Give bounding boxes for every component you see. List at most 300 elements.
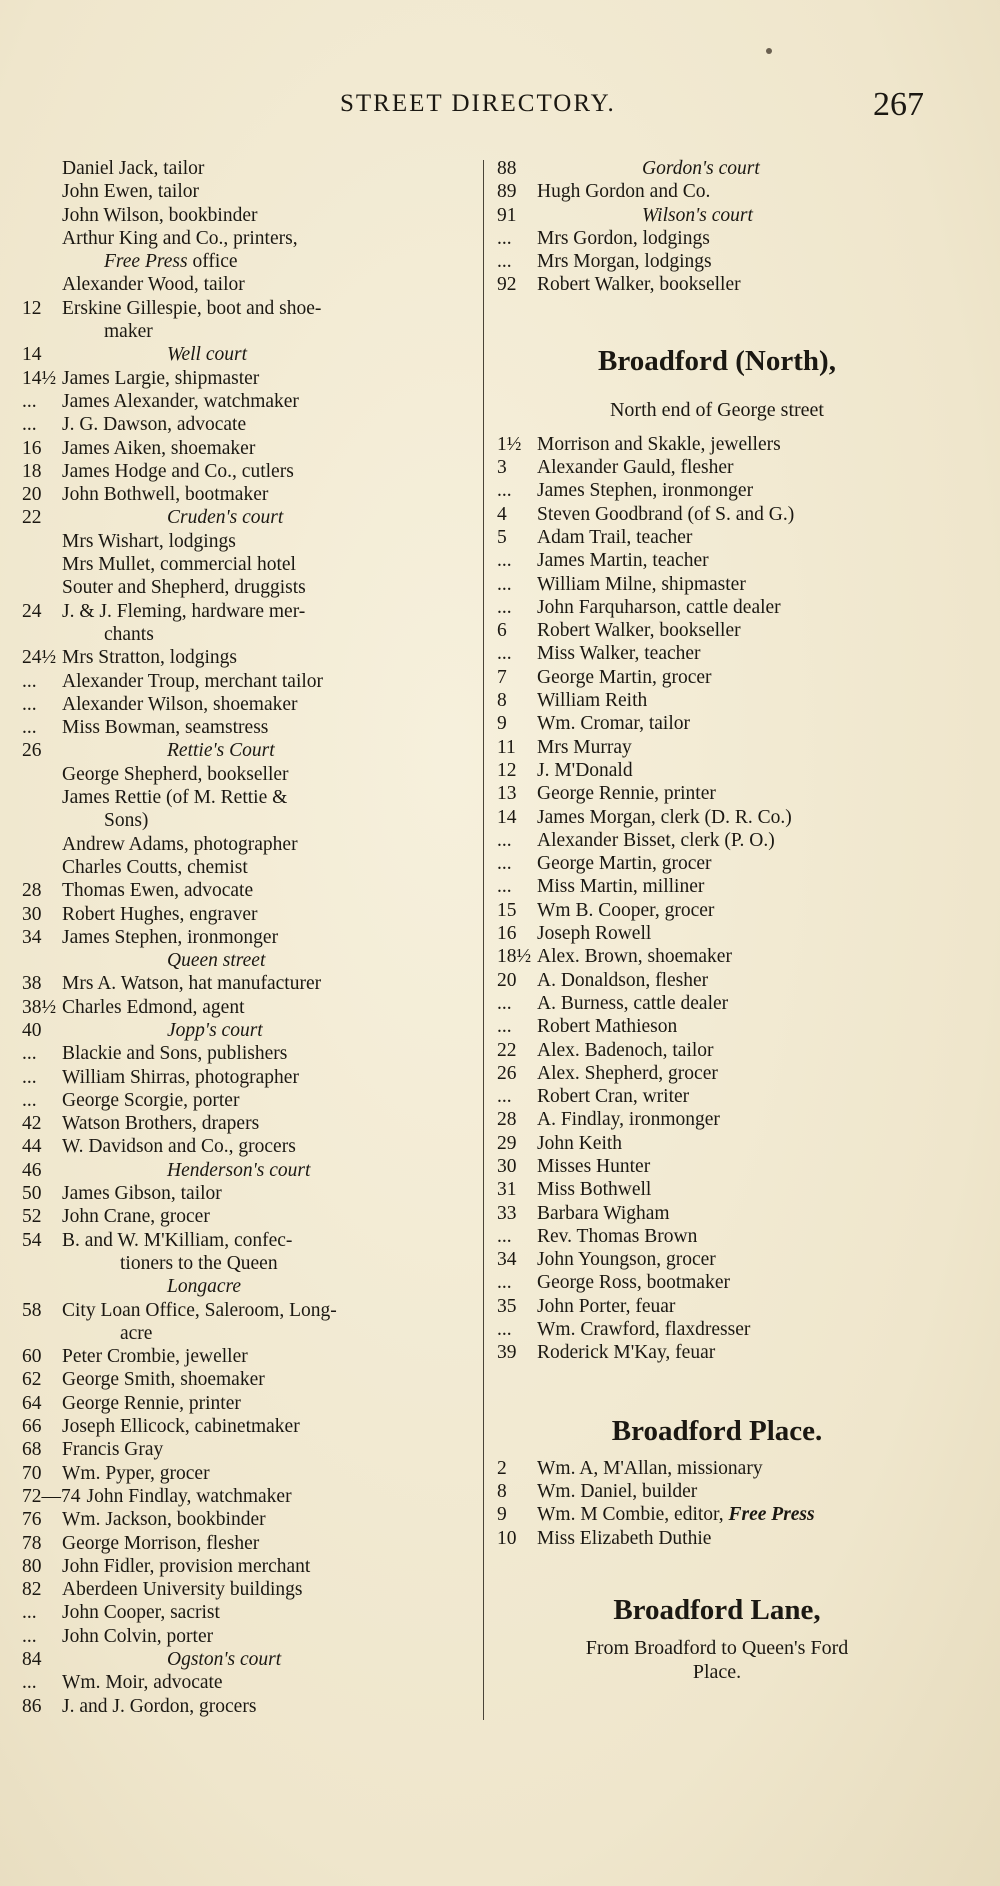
- entry-text: John Fidler, provision merchant: [62, 1555, 311, 1577]
- directory-entry: [497, 782, 937, 805]
- entry-text: James Stephen, ironmonger: [62, 926, 279, 948]
- entry-text: Roderick M'Kay, feuar: [537, 1342, 716, 1364]
- entry-text: Alex. Shepherd, grocer: [537, 1062, 718, 1084]
- directory-entry: [22, 1532, 462, 1555]
- entry-number: 15: [497, 899, 517, 921]
- entry-number: 89: [497, 181, 517, 203]
- directory-entry: [22, 1112, 462, 1135]
- entry-number: 46: [22, 1159, 42, 1181]
- entry-continuation: [22, 809, 462, 832]
- column-divider: [483, 160, 484, 1720]
- court-name: Wilson's court: [642, 204, 753, 226]
- entry-number: ...: [22, 1089, 37, 1111]
- entry-text: Wm. M Combie, editor,: [537, 1504, 724, 1526]
- court-name: Cruden's court: [167, 507, 284, 529]
- entry-text: William Reith: [537, 690, 648, 712]
- entry-number: 10: [497, 1527, 517, 1549]
- entry-text: Joseph Rowell: [537, 923, 652, 945]
- directory-entry: [22, 553, 462, 576]
- entry-text: John Youngson, grocer: [537, 1249, 716, 1271]
- entry-number: ...: [497, 573, 512, 595]
- entry-number: ...: [497, 1016, 512, 1038]
- directory-entry: [22, 646, 462, 669]
- entry-number: 7: [497, 666, 507, 688]
- entry-number: 31: [497, 1179, 517, 1201]
- directory-entry: [22, 460, 462, 483]
- paper-speck: [766, 48, 772, 54]
- entry-number: 44: [22, 1136, 42, 1158]
- directory-entry: [22, 1392, 462, 1415]
- directory-entry: [22, 157, 462, 180]
- directory-entry: [22, 1508, 462, 1531]
- court-name: Longacre: [167, 1276, 242, 1298]
- entry-text: J. & J. Fleming, hardware mer-: [62, 600, 306, 622]
- entry-number: ...: [497, 1225, 512, 1247]
- entry-number: 14: [22, 344, 42, 366]
- entry-text: James Stephen, ironmonger: [537, 480, 754, 502]
- entry-number: 88: [497, 158, 517, 179]
- entry-number: 91: [497, 204, 517, 226]
- entry-text: W. Davidson and Co., grocers: [62, 1136, 296, 1158]
- entry-number: ...: [497, 829, 512, 851]
- continued-entries: [497, 157, 937, 297]
- entry-number: 1½: [497, 433, 522, 455]
- court-name: Well court: [167, 344, 247, 366]
- entry-number: ...: [497, 1319, 512, 1341]
- entry-text: James Hodge and Co., cutlers: [62, 460, 294, 482]
- entry-text: Charles Edmond, agent: [62, 996, 245, 1018]
- directory-entry: [497, 1178, 937, 1201]
- entry-number: 16: [22, 437, 42, 459]
- directory-entry: [497, 1248, 937, 1271]
- directory-entry: [497, 573, 937, 596]
- directory-entry: [497, 1480, 937, 1503]
- entry-number: 24: [22, 600, 42, 622]
- entry-continuation: [22, 1252, 462, 1275]
- entry-text: Miss Bowman, seamstress: [62, 717, 269, 739]
- entry-number: 5: [497, 526, 507, 548]
- directory-entry: [497, 666, 937, 689]
- directory-entry: [22, 1438, 462, 1461]
- entry-text: Adam Trail, teacher: [537, 526, 693, 548]
- entry-text: George Morrison, flesher: [62, 1532, 260, 1554]
- court-heading: [22, 506, 462, 529]
- entry-text: John Cooper, sacrist: [62, 1602, 220, 1624]
- entry-text: City Loan Office, Saleroom, Long-: [62, 1299, 337, 1321]
- page-number: 267: [873, 86, 924, 123]
- section-title-broadford-lane: Broadford Lane,: [613, 1593, 821, 1626]
- entry-text: Souter and Shepherd, druggists: [62, 577, 306, 599]
- entry-text: chants: [104, 623, 154, 645]
- entry-text: Mrs A. Watson, hat manufacturer: [62, 973, 322, 995]
- entry-number: ...: [497, 643, 512, 665]
- entry-number: ...: [22, 693, 37, 715]
- entry-number: 13: [497, 783, 517, 805]
- entry-number: 66: [22, 1416, 42, 1438]
- entry-text: J. M'Donald: [537, 759, 633, 781]
- section-subtitle-broadford-north: North end of George street: [609, 398, 824, 421]
- directory-entry: [22, 786, 462, 809]
- entry-text: Sons): [104, 810, 149, 832]
- entry-number: 34: [22, 926, 42, 948]
- directory-entry: [22, 903, 462, 926]
- directory-entry: [22, 856, 462, 879]
- directory-entry: [22, 367, 462, 390]
- entry-number: 14½: [22, 367, 57, 389]
- entry-number: ...: [497, 1086, 512, 1108]
- entry-text: Wm. Jackson, bookbinder: [62, 1509, 266, 1531]
- entry-number: ...: [22, 390, 37, 412]
- directory-entry: [497, 433, 937, 456]
- entry-text: A. Donaldson, flesher: [537, 969, 709, 991]
- directory-entry: [497, 1527, 937, 1550]
- directory-entry: [497, 1085, 937, 1108]
- broadford-lane-description-2: Place.: [692, 1660, 742, 1683]
- entry-number: 12: [22, 297, 42, 319]
- entry-number: ...: [22, 1602, 37, 1624]
- court-heading: [22, 1159, 462, 1182]
- entry-number: 30: [497, 1155, 517, 1177]
- entry-text: Charles Coutts, chemist: [62, 856, 248, 878]
- entry-text: Alexander Bisset, clerk (P. O.): [537, 829, 775, 851]
- directory-entry: [22, 483, 462, 506]
- entry-text: Mrs Morgan, lodgings: [537, 251, 712, 273]
- entry-text: [104, 251, 238, 272]
- entry-number: 20: [497, 969, 517, 991]
- entry-text: Rev. Thomas Brown: [537, 1225, 698, 1247]
- entry-text: Peter Crombie, jeweller: [62, 1346, 248, 1368]
- newspaper-name: Free Press: [104, 251, 188, 273]
- directory-entry: [22, 670, 462, 693]
- entry-number: 60: [22, 1346, 42, 1368]
- entry-text: Robert Cran, writer: [537, 1086, 690, 1108]
- entry-text: maker: [104, 321, 153, 343]
- court-name: Rettie's Court: [167, 740, 275, 762]
- directory-entry: [22, 1066, 462, 1089]
- right-column: [497, 157, 937, 1684]
- entry-text: Barbara Wigham: [537, 1202, 670, 1224]
- entry-number: ...: [22, 1672, 37, 1694]
- entry-text: George Martin, grocer: [537, 853, 712, 875]
- entry-text: John Farquharson, cattle dealer: [537, 596, 781, 618]
- directory-entry: [497, 503, 937, 526]
- directory-entry: [497, 712, 937, 735]
- entry-text: Alexander Gauld, flesher: [537, 457, 734, 479]
- entry-text: Miss Martin, milliner: [537, 876, 705, 898]
- entry-text: A. Findlay, ironmonger: [537, 1109, 720, 1131]
- entry-text: Wm. A, M'Allan, missionary: [537, 1457, 763, 1479]
- court-name: Henderson's court: [167, 1159, 311, 1181]
- directory-entry: [22, 1555, 462, 1578]
- directory-entry: [22, 576, 462, 599]
- entry-number: 52: [22, 1206, 42, 1228]
- entry-text: Wm. Crawford, flaxdresser: [537, 1319, 751, 1341]
- entry-number: 84: [22, 1649, 42, 1670]
- left-column: [22, 157, 462, 1718]
- directory-entry: [22, 227, 462, 250]
- directory-entry: [497, 1295, 937, 1318]
- entry-number: 14: [497, 806, 517, 828]
- entry-text: George Martin, grocer: [537, 666, 712, 688]
- entry-text: Aberdeen University buildings: [62, 1579, 303, 1601]
- court-name: Queen street: [167, 950, 266, 972]
- entry-number: 86: [22, 1695, 42, 1717]
- court-heading: [22, 739, 462, 762]
- entry-text: George Shepherd, bookseller: [62, 763, 289, 785]
- entry-number: 40: [22, 1019, 42, 1041]
- directory-entry: [22, 1625, 462, 1648]
- directory-entry: [497, 852, 937, 875]
- entry-number: 76: [22, 1509, 42, 1531]
- directory-entry: [22, 1462, 462, 1485]
- directory-entry: [22, 1042, 462, 1065]
- entry-text: John Bothwell, bootmaker: [62, 484, 269, 506]
- entry-number: 20: [22, 484, 42, 506]
- newspaper-name: Free Press: [728, 1504, 815, 1526]
- court-heading: [22, 1648, 462, 1671]
- entry-number: ...: [22, 414, 37, 436]
- directory-entry: [497, 1108, 937, 1131]
- entry-text: George Smith, shoemaker: [62, 1369, 265, 1391]
- entry-text: William Shirras, photographer: [62, 1066, 299, 1088]
- entry-text: John Colvin, porter: [62, 1625, 214, 1647]
- entry-text: John Findlay, watchmaker: [86, 1485, 292, 1507]
- entry-text: George Ross, bootmaker: [537, 1272, 730, 1294]
- entry-text: Alexander Wood, tailor: [62, 274, 245, 296]
- entry-number: 54: [22, 1229, 42, 1251]
- directory-entry: [497, 875, 937, 898]
- entry-number: 82: [22, 1579, 42, 1601]
- directory-entry: [497, 526, 937, 549]
- entry-number: 42: [22, 1113, 42, 1135]
- entry-number: 3: [497, 457, 507, 479]
- entry-text: William Milne, shipmaster: [537, 573, 746, 595]
- directory-entry: [22, 1345, 462, 1368]
- entry-number: 9: [497, 713, 507, 735]
- entry-text: Robert Hughes, engraver: [62, 903, 258, 925]
- entry-number: 28: [497, 1109, 517, 1131]
- entry-text: James Martin, teacher: [537, 550, 709, 572]
- court-name: Ogston's court: [167, 1649, 282, 1670]
- directory-entry: [497, 1225, 937, 1248]
- entry-text: B. and W. M'Killiam, confec-: [62, 1229, 293, 1251]
- entry-number: 18: [22, 460, 42, 482]
- entry-continuation: [22, 250, 462, 273]
- entry-text: Alexander Wilson, shoemaker: [62, 693, 298, 715]
- entry-text: John Ewen, tailor: [62, 181, 200, 203]
- directory-entry: [22, 413, 462, 436]
- entry-number: 30: [22, 903, 42, 925]
- entry-text: Thomas Ewen, advocate: [62, 880, 254, 902]
- directory-entry: [497, 596, 937, 619]
- directory-entry: [497, 1503, 937, 1526]
- entry-number: ...: [22, 717, 37, 739]
- directory-entry: [497, 689, 937, 712]
- entry-number: 22: [497, 1039, 517, 1061]
- directory-entry: [497, 273, 937, 296]
- entry-continuation: [22, 623, 462, 646]
- entry-number: 50: [22, 1183, 42, 1205]
- entry-continuation: [22, 320, 462, 343]
- directory-entry: [497, 969, 937, 992]
- entry-text: Andrew Adams, photographer: [62, 833, 298, 855]
- entry-text: Mrs Gordon, lodgings: [537, 227, 710, 249]
- entry-text: James Aiken, shoemaker: [62, 437, 256, 459]
- entry-text: acre: [120, 1322, 153, 1344]
- entry-number: 8: [497, 690, 507, 712]
- entry-number: 34: [497, 1249, 517, 1271]
- entry-number: ...: [22, 670, 37, 692]
- directory-entry: [22, 437, 462, 460]
- entry-text: Miss Elizabeth Duthie: [537, 1527, 712, 1549]
- directory-entry: [22, 1485, 462, 1508]
- court-heading: [22, 1275, 462, 1298]
- entry-text: Morrison and Skakle, jewellers: [537, 433, 781, 455]
- entry-continuation: [22, 1322, 462, 1345]
- entry-text: John Crane, grocer: [62, 1206, 210, 1228]
- broadford-place-list: [497, 1457, 937, 1550]
- entry-number: 6: [497, 620, 507, 642]
- entry-number: 4: [497, 503, 507, 525]
- entry-number: 2: [497, 1457, 507, 1479]
- entry-number: 92: [497, 274, 517, 296]
- entry-number: 78: [22, 1532, 42, 1554]
- directory-entry: [497, 456, 937, 479]
- directory-entry: [22, 297, 462, 320]
- entry-number: 62: [22, 1369, 42, 1391]
- entry-text: James Rettie (of M. Rettie &: [62, 787, 288, 809]
- entry-number: ...: [497, 550, 512, 572]
- entry-text: James Morgan, clerk (D. R. Co.): [537, 806, 792, 828]
- entry-number: 80: [22, 1555, 42, 1577]
- directory-entry: [22, 996, 462, 1019]
- entry-text: J. and J. Gordon, grocers: [62, 1695, 257, 1717]
- entry-number: ...: [22, 1066, 37, 1088]
- court-heading: [22, 1019, 462, 1042]
- directory-entry: [497, 619, 937, 642]
- entry-text: Erskine Gillespie, boot and shoe-: [62, 297, 322, 319]
- entry-text: John Wilson, bookbinder: [62, 204, 258, 226]
- entry-number: 58: [22, 1299, 42, 1321]
- entry-text: Miss Bothwell: [537, 1179, 652, 1201]
- directory-entry: [497, 227, 937, 250]
- entry-text: Misses Hunter: [537, 1155, 651, 1177]
- directory-entry: [22, 693, 462, 716]
- court-heading: [497, 157, 937, 180]
- court-heading: [22, 343, 462, 366]
- court-heading: [497, 204, 937, 227]
- entry-number: 9: [497, 1504, 507, 1526]
- directory-entry: [22, 1135, 462, 1158]
- entry-number: 18½: [497, 946, 532, 968]
- entry-number: 68: [22, 1439, 42, 1461]
- entry-text: Miss Walker, teacher: [537, 643, 701, 665]
- entry-number: 72—74: [22, 1485, 81, 1507]
- entry-number: 38½: [22, 996, 57, 1018]
- entry-number: ...: [22, 1625, 37, 1647]
- entry-number: 70: [22, 1462, 42, 1484]
- entry-text: Watson Brothers, drapers: [62, 1113, 260, 1135]
- directory-entry: [22, 1368, 462, 1391]
- entry-text: Mrs Mullet, commercial hotel: [62, 554, 296, 576]
- entry-text: Wm. Cromar, tailor: [537, 713, 691, 735]
- entry-number: ...: [497, 251, 512, 273]
- entry-number: ...: [497, 480, 512, 502]
- court-name: Gordon's court: [642, 158, 760, 179]
- entry-number: ...: [497, 596, 512, 618]
- directory-entry: [22, 273, 462, 296]
- entry-text: Mrs Stratton, lodgings: [62, 647, 237, 669]
- directory-entry: [22, 204, 462, 227]
- entry-number: ...: [22, 1043, 37, 1065]
- entry-number: 11: [497, 736, 516, 758]
- section-title-broadford-place: Broadford Place.: [611, 1414, 823, 1447]
- entry-number: ...: [497, 876, 512, 898]
- directory-entry: [22, 530, 462, 553]
- entry-text: Robert Mathieson: [537, 1016, 678, 1038]
- directory-entry: [497, 180, 937, 203]
- directory-entry: [497, 1341, 937, 1364]
- entry-number: 24½: [22, 647, 57, 669]
- running-head: [0, 86, 1000, 130]
- entry-text: James Largie, shipmaster: [62, 367, 260, 389]
- entry-text: Robert Walker, bookseller: [537, 620, 741, 642]
- entry-number: ...: [497, 853, 512, 875]
- entry-text: George Rennie, printer: [537, 783, 716, 805]
- entry-number: 35: [497, 1295, 517, 1317]
- entry-text: Francis Gray: [62, 1439, 164, 1461]
- directory-entry: [497, 992, 937, 1015]
- directory-entry: [22, 1601, 462, 1624]
- entry-text: Robert Walker, bookseller: [537, 274, 741, 296]
- directory-entry: [497, 736, 937, 759]
- entry-number: 39: [497, 1342, 517, 1364]
- directory-entry: [497, 1015, 937, 1038]
- entry-text: Blackie and Sons, publishers: [62, 1043, 288, 1065]
- directory-entry: [497, 899, 937, 922]
- entry-number: 26: [22, 740, 42, 762]
- entry-number: 38: [22, 973, 42, 995]
- directory-entry: [22, 879, 462, 902]
- directory-entry: [497, 479, 937, 502]
- entry-text: tioners to the Queen: [120, 1252, 278, 1274]
- entry-text: Mrs Wishart, lodgings: [62, 530, 236, 552]
- directory-entry: [497, 759, 937, 782]
- directory-entry: [497, 806, 937, 829]
- directory-entry: [497, 1155, 937, 1178]
- directory-entry: [497, 549, 937, 572]
- entry-text: George Rennie, printer: [62, 1392, 241, 1414]
- court-heading: [22, 949, 462, 972]
- directory-entry: [22, 1299, 462, 1322]
- directory-entry: [22, 833, 462, 856]
- broadford-north-list: [497, 433, 937, 1365]
- entry-number: 33: [497, 1202, 517, 1224]
- entry-number: 12: [497, 759, 517, 781]
- directory-entry: [22, 1415, 462, 1438]
- entry-text: Arthur King and Co., printers,: [62, 227, 298, 249]
- directory-entry: [497, 829, 937, 852]
- entry-text: James Gibson, tailor: [62, 1183, 222, 1205]
- directory-entry: [497, 1318, 937, 1341]
- entry-text: Wm B. Cooper, grocer: [537, 899, 715, 921]
- entry-text: Wm. Daniel, builder: [537, 1480, 698, 1502]
- entry-number: 28: [22, 880, 42, 902]
- entry-text: Steven Goodbrand (of S. and G.): [537, 503, 795, 525]
- entry-text: office: [187, 251, 238, 273]
- entry-text: Alexander Troup, merchant tailor: [62, 670, 324, 692]
- court-name: Jopp's court: [167, 1019, 263, 1041]
